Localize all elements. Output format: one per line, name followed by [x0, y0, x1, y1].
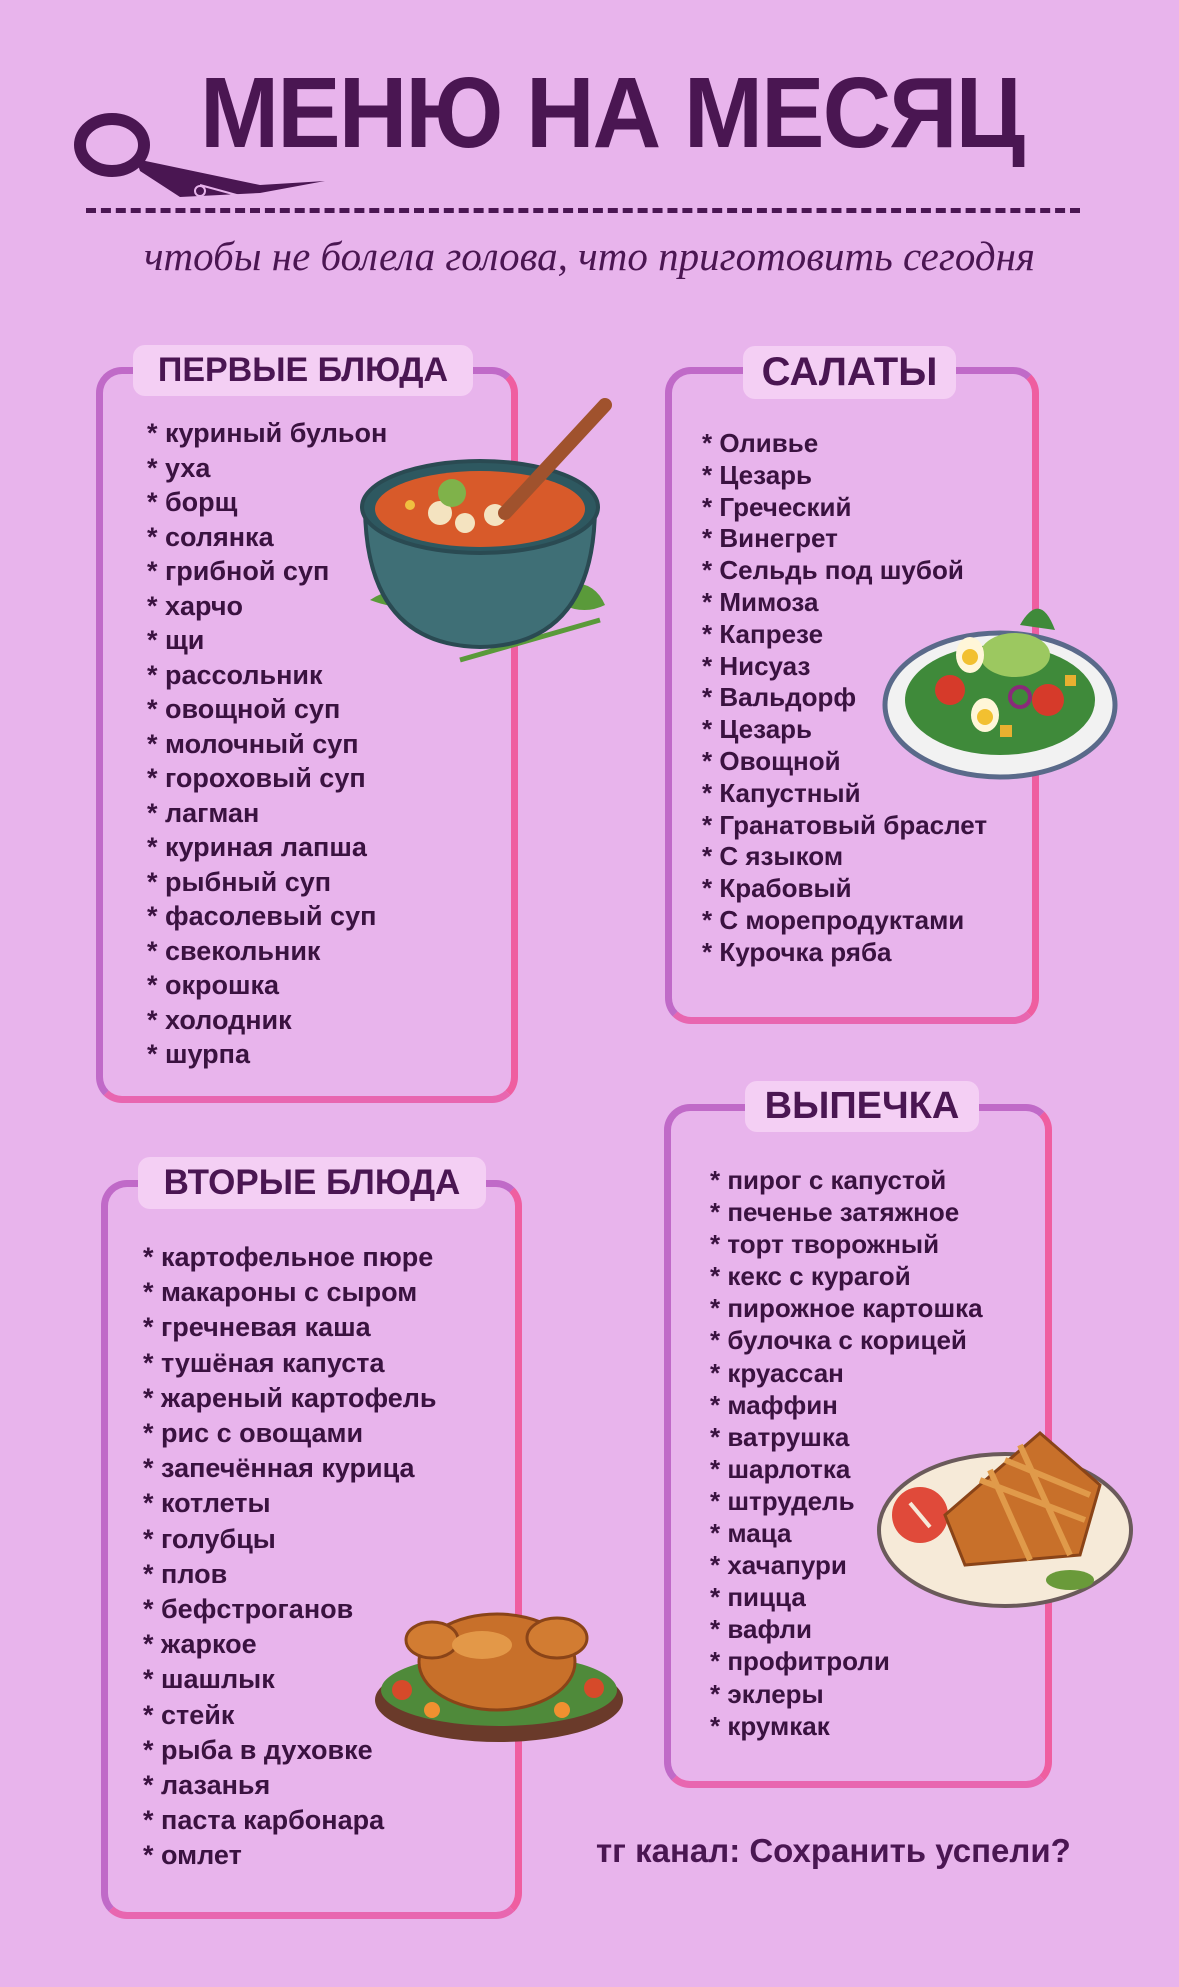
list-item: * голубцы — [143, 1523, 276, 1554]
list-item: * Овощной — [702, 745, 841, 776]
list-item: * булочка с корицей — [710, 1325, 967, 1356]
page-subtitle: чтобы не болела голова, что приготовить сегодня — [144, 233, 1035, 279]
list-item: * пирожное картошка — [710, 1293, 983, 1324]
list-item: * маффин — [710, 1389, 838, 1420]
list-item: * лазанья — [143, 1770, 271, 1801]
list-item: * кекс с курагой — [710, 1261, 911, 1292]
second-courses-list — [143, 1240, 437, 1874]
list-item: * харчо — [147, 590, 244, 621]
page-title: МЕНЮ НА МЕСЯЦ — [200, 57, 1024, 169]
list-item: * Греческий — [702, 491, 852, 522]
list-item: * фасолевый суп — [147, 901, 377, 931]
list-item: * жаркое — [143, 1629, 257, 1660]
list-item: * запечённая курица — [143, 1453, 415, 1484]
list-item: * картофельное пюре — [143, 1242, 434, 1272]
list-item: * куриная лапша — [147, 832, 367, 862]
list-item: * свекольник — [147, 935, 321, 966]
list-item: * макароны с сыром — [143, 1277, 418, 1308]
list-item: * холодник — [147, 1004, 292, 1035]
list-item: * Вальдорф — [702, 682, 857, 713]
salad-plate-icon — [880, 585, 1120, 785]
list-item: * Капрезе — [702, 618, 824, 649]
list-item: * Цезарь — [702, 459, 813, 490]
list-item: * гороховый суп — [147, 763, 366, 793]
salads-title: САЛАТЫ — [743, 346, 956, 399]
list-item: * крумкак — [710, 1710, 830, 1741]
footer-channel-text: тг канал: Сохранить успели? — [596, 1832, 1071, 1869]
list-item: * Сельдь под шубой — [702, 555, 964, 586]
list-item: * маца — [710, 1518, 792, 1549]
list-item: * котлеты — [143, 1488, 271, 1519]
list-item: * гречневая каша — [143, 1312, 371, 1343]
list-item: * плов — [143, 1558, 228, 1589]
list-item: * окрошка — [147, 970, 280, 1000]
list-item: * эклеры — [710, 1678, 824, 1709]
list-item: * Нисуаз — [702, 650, 811, 681]
list-item: * тушёная капуста — [143, 1347, 385, 1378]
list-item: * стейк — [143, 1699, 235, 1730]
pie-slice-icon — [870, 1425, 1135, 1615]
list-item: * паста карбонара — [143, 1805, 385, 1836]
list-item: * куриный бульон — [147, 418, 388, 448]
soup-bowl-icon — [340, 395, 620, 675]
list-item: * бефстроганов — [143, 1594, 354, 1625]
list-item: * ватрушка — [710, 1421, 850, 1452]
list-item: * хачапури — [710, 1550, 847, 1581]
list-item: * лагман — [147, 797, 260, 828]
first-courses-title: ПЕРВЫЕ БЛЮДА — [133, 345, 473, 396]
list-item: * молочный суп — [147, 728, 359, 759]
list-item: * шашлык — [143, 1664, 275, 1695]
list-item: * Оливье — [702, 428, 819, 458]
list-item: * шурпа — [147, 1039, 250, 1069]
list-item: * профитроли — [710, 1646, 890, 1677]
list-item: * Курочка ряба — [702, 936, 892, 967]
list-item: * жареный картофель — [143, 1382, 437, 1413]
list-item: * борщ — [147, 487, 238, 517]
list-item: * пирог с капустой — [710, 1165, 947, 1195]
list-item: * рис с овощами — [143, 1418, 364, 1449]
list-item: * солянка — [147, 521, 274, 552]
list-item: * пицца — [710, 1582, 806, 1613]
list-item: * Капустный — [702, 777, 861, 808]
list-item: * шарлотка — [710, 1453, 851, 1484]
list-item: * рыба в духовке — [143, 1734, 373, 1765]
list-item: * печенье затяжное — [710, 1197, 960, 1228]
list-item: * рассольник — [147, 659, 323, 690]
list-item: * рыбный суп — [147, 866, 332, 897]
list-item: * вафли — [710, 1614, 813, 1645]
list-item: * овощной суп — [147, 694, 341, 724]
list-item: * Винегрет — [702, 523, 838, 554]
list-item: * С языком — [702, 841, 844, 872]
baking-title: ВЫПЕЧКА — [745, 1081, 979, 1132]
list-item: * уха — [147, 452, 211, 483]
list-item: * Крабовый — [702, 873, 852, 904]
list-item: * Мимоза — [702, 586, 819, 617]
list-item: * щи — [147, 625, 205, 655]
list-item: * С морепродуктами — [702, 904, 965, 935]
list-item: * омлет — [143, 1840, 242, 1871]
list-item: * круассан — [710, 1357, 844, 1388]
list-item: * Цезарь — [702, 714, 813, 745]
roast-chicken-icon — [372, 1590, 627, 1750]
list-item: * штрудель — [710, 1485, 855, 1516]
list-item: * торт творожный — [710, 1229, 940, 1260]
list-item: * грибной суп — [147, 556, 330, 586]
dashed-divider — [86, 208, 1080, 213]
second-courses-title: ВТОРЫЕ БЛЮДА — [138, 1157, 486, 1209]
list-item: * Гранатовый браслет — [702, 809, 988, 840]
